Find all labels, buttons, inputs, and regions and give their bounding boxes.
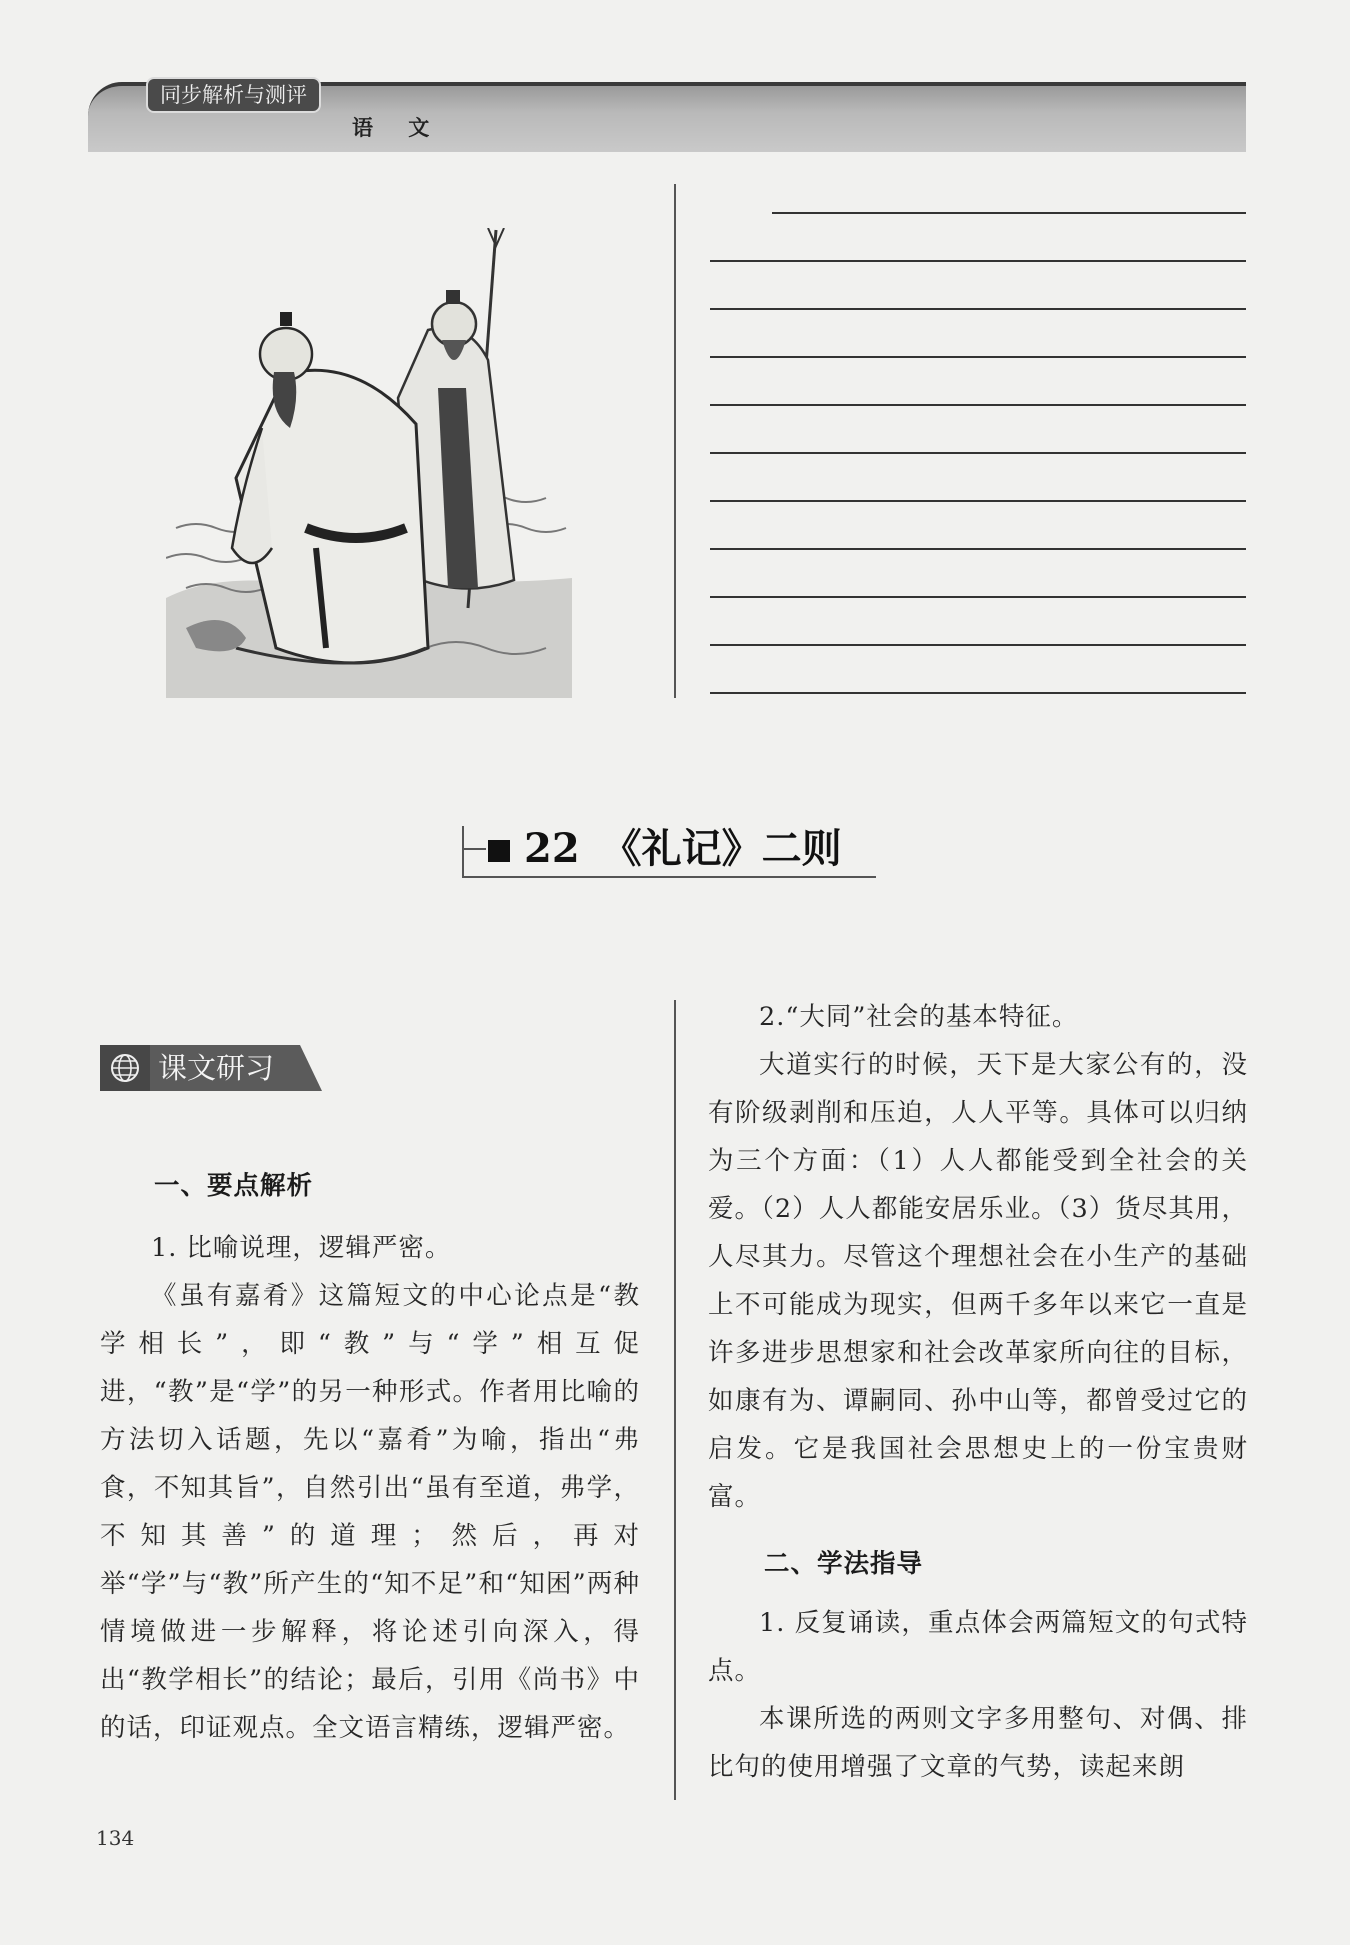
lesson-number: 22 bbox=[524, 825, 580, 872]
note-line bbox=[710, 500, 1246, 502]
note-line bbox=[710, 260, 1246, 262]
section-heading-study-method: 二、学法指导 bbox=[764, 1549, 924, 1579]
series-title: 同步解析与测评 bbox=[146, 77, 321, 113]
page-number: 134 bbox=[96, 1826, 135, 1850]
note-line bbox=[710, 308, 1246, 310]
note-line bbox=[710, 548, 1246, 550]
section-tab-label: 课文研习 bbox=[158, 1051, 275, 1085]
section-heading-key-points: 一、要点解析 bbox=[154, 1171, 314, 1201]
left-column bbox=[100, 1162, 640, 1752]
note-line bbox=[710, 596, 1246, 598]
note-line bbox=[772, 212, 1246, 214]
confucius-illustration bbox=[166, 228, 572, 698]
tip-1-title: 1. 反复诵读，重点体会两篇短文的句式特点。 bbox=[708, 1608, 1248, 1686]
point-1-body: 《虽有嘉肴》这篇短文的中心论点是“教学相长”，即“教”与“学”相互促进，“教”是“学”的另一种形式。作者用比喻的方法切入话题，先以“嘉肴”为喻，指出“弗食，不知其旨”，自然引出“虽有至道，弗学，不知其善”的道理；然后，再对举“学”与“教”所产生的“知不足”和“知困”两种情境做进一步解释，将论述引向深入，得出“教学相长”的结论；最后，引用《尚书》中的话，印证观点。全文语言精练，逻辑严密。 bbox=[100, 1281, 640, 1743]
globe-icon bbox=[109, 1052, 141, 1084]
note-line bbox=[710, 404, 1246, 406]
note-line bbox=[710, 644, 1246, 646]
bottom-column-divider bbox=[674, 1000, 676, 1800]
note-line bbox=[710, 356, 1246, 358]
lesson-title-text: 《礼记》二则 bbox=[601, 825, 842, 872]
point-2-title: 2.“大同”社会的基本特征。 bbox=[759, 1002, 1079, 1032]
point-1-title: 1. 比喻说理，逻辑严密。 bbox=[151, 1233, 452, 1263]
title-bullet-square bbox=[488, 840, 510, 862]
lesson-title-frame bbox=[462, 826, 876, 878]
lesson-title bbox=[524, 824, 842, 874]
notes-area bbox=[706, 210, 1246, 710]
subject-label: 语 文 bbox=[352, 116, 444, 140]
note-line bbox=[710, 452, 1246, 454]
tip-1-body: 本课所选的两则文字多用整句、对偶、排比句的使用增强了文章的气势，读起来朗 bbox=[708, 1704, 1248, 1782]
note-line bbox=[710, 692, 1246, 694]
top-column-divider bbox=[674, 184, 676, 698]
point-2-body: 大道实行的时候，天下是大家公有的，没有阶级剥削和压迫，人人平等。具体可以归纳为三个方面：（1）人人都能受到全社会的关爱。（2）人人都能安居乐业。（3）货尽其用，人尽其力。尽管这个理想社会在小生产的基础上不可能成为现实，但两千多年以来它一直是许多进步思想家和社会改革家所向往的目标，如康有为、谭嗣同、孙中山等，都曾受过它的启发。它是我国社会思想史上的一份宝贵财富。 bbox=[708, 1050, 1248, 1512]
section-tab bbox=[100, 1045, 322, 1091]
right-column bbox=[708, 993, 1248, 1791]
